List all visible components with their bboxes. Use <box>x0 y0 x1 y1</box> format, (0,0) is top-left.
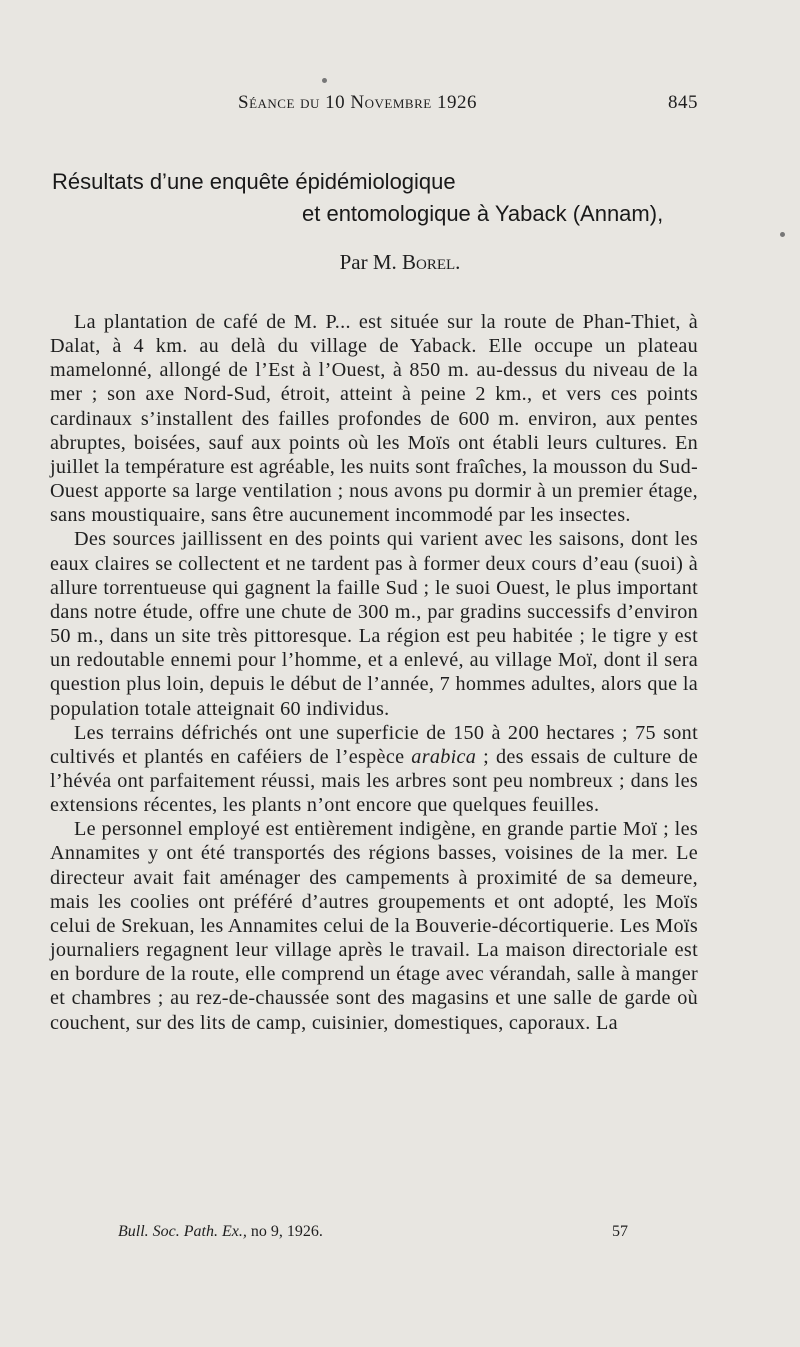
title-line-2: et entomologique à Yaback (Annam), <box>302 201 664 226</box>
paragraph: Les terrains défrichés ont une superficie de 150 à 200 hectares ; 75 sont cultivés et plantés en caféiers de l’espèce arabica ; des essais de culture de l’hévéa ont parfaitement réussi, mais les arbres sont peu nombreux ; dans les extensions récentes, les plants n’ont encore que quelques feuilles. <box>50 721 698 817</box>
paragraph: Des sources jaillissent en des points qui varient avec les saisons, dont les eaux claires se collectent et ne tardent pas à former deux cours d’eau (suoi) à allure torrentueuse qui gagnent la faille Sud ; le suoi Ouest, le plus important dans notre étude, offre une chute de 300 m., par gradins successifs d’environ 50 m., dans un site très pittoresque. La région est peu habitée ; le tigre y est un redoutable ennemi pour l’homme, et a enlevé, au village Moï, dont il sera question plus loin, depuis le début de l’année, 7 hommes adultes, alors que la population totale atteignait 60 individus. <box>50 528 698 720</box>
footer-citation <box>118 1223 323 1241</box>
title-line-1: Résultats d’une enquête épidémiologique <box>52 169 456 194</box>
article-title <box>52 166 702 230</box>
footer-signature-mark: 57 <box>612 1223 628 1240</box>
article-body <box>50 310 698 1035</box>
byline <box>0 250 800 275</box>
paragraph: La plantation de café de M. P... est située sur la route de Phan-Thiet, à Dalat, à 4 km. au delà du village de Yaback. Elle occupe un plateau mamelonné, allongé de l’Est à l’Ouest, à 850 m. au-dessus du niveau de la mer ; son axe Nord-Sud, étroit, atteint à peine 2 km., et vers ces points cardinaux s’installent des failles profondes de 600 m. environ, aux pentes abruptes, boisées, sauf aux points où les Moïs ont établi leurs cultures. En juillet la température est agréable, les nuits sont fraîches, la mousson du Sud-Ouest apporte sa large ventilation ; nous avons pu dormir à un premier étage, sans moustiquaire, sans être aucunement incommodé par les insectes. <box>50 311 698 527</box>
running-header <box>48 92 698 122</box>
byline-prefix: Par M. <box>339 250 397 274</box>
species-name: arabica <box>411 745 477 768</box>
page-footer <box>118 1223 628 1249</box>
page-number: 845 <box>668 92 698 113</box>
byline-author: Borel. <box>402 250 461 274</box>
footer-journal: Bull. Soc. Path. Ex., <box>118 1223 247 1240</box>
print-speck <box>322 78 327 83</box>
print-speck <box>780 232 785 237</box>
running-title: Séance du 10 Novembre 1926 <box>238 92 477 113</box>
paragraph: Le personnel employé est entièrement indigène, en grande partie Moï ; les Annamites y ont été transportés des régions basses, voisines de la mer. Le directeur avait fait aménager des campements à proximité de sa demeure, mais les coolies ont préféré d’autres groupements et ont adopté, les Moïs celui de Srekuan, les Annamites celui de la Bouverie-décortiquerie. Les Moïs journaliers regagnent leur village après le travail. La maison directoriale est en bordure de la route, elle comprend un étage avec vérandah, salle à manger et chambres ; au rez-de-chaussée sont des magasins et une salle de garde où couchent, sur des lits de camp, cuisinier, domestiques, caporaux. La <box>50 818 698 1034</box>
footer-issue: no 9, 1926. <box>246 1223 323 1240</box>
